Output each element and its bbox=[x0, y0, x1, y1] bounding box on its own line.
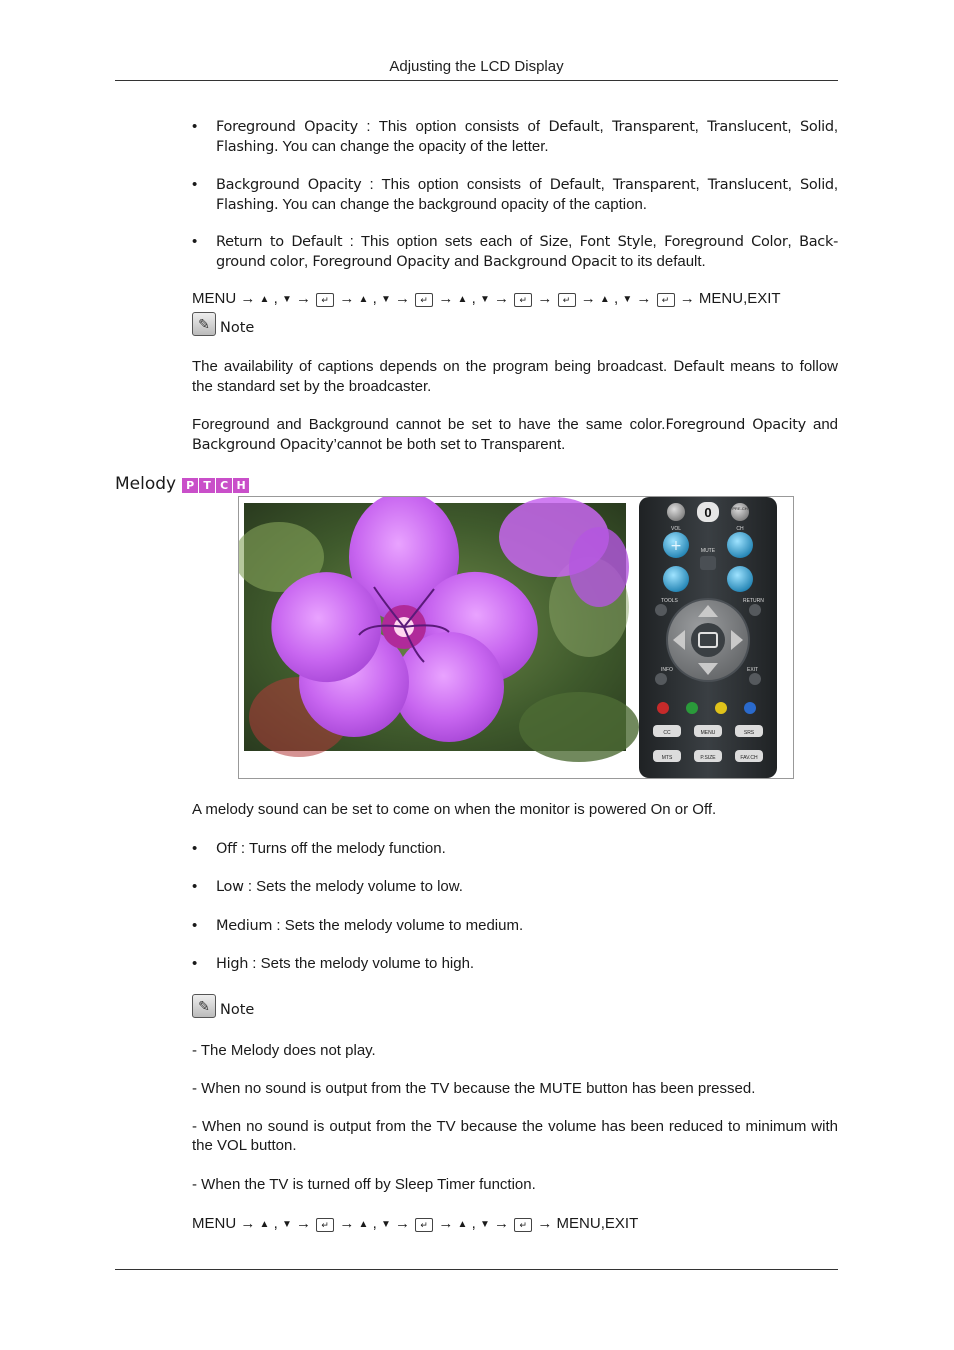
bullet: • bbox=[192, 118, 198, 135]
list-item-foreground-opacity: Foreground Opacity : This option consists of Default, Transparent, Translucent, Solid, Flashing. You can change the opacity of the letter. bbox=[216, 118, 838, 155]
remote-vol-label: VOL bbox=[670, 526, 682, 532]
enter-icon: ↵ bbox=[514, 1218, 532, 1232]
badge-h: H bbox=[233, 478, 249, 493]
remote-info-label: INFO bbox=[661, 667, 673, 673]
melody-intro: A melody sound can be set to come on when the monitor is powered On or Off. bbox=[192, 801, 717, 818]
remote-psize: P.SIZE bbox=[700, 755, 716, 761]
bullet: • bbox=[192, 955, 198, 972]
remote-menu: MENU bbox=[700, 730, 716, 736]
badge-p: P bbox=[182, 478, 198, 493]
note-line: - When no sound is output from the TV because the MUTE button has been pressed. bbox=[192, 1080, 756, 1097]
header-rule bbox=[115, 80, 838, 81]
note-icon: ✎ bbox=[192, 994, 216, 1018]
note-label: Note bbox=[220, 1002, 255, 1018]
note-label: Note bbox=[220, 320, 255, 336]
list-item-off: Off : Turns off the melody function. bbox=[216, 840, 446, 857]
section-title-melody bbox=[115, 474, 249, 494]
list-item-medium: Medium : Sets the melody volume to medium. bbox=[216, 917, 524, 934]
enter-icon: ↵ bbox=[415, 293, 433, 307]
svg-text:+: + bbox=[670, 538, 682, 554]
flower-image bbox=[239, 497, 639, 762]
enter-icon: ↵ bbox=[316, 1218, 334, 1232]
menu-path: MENU → ▲ , ▼ → ↵ → ▲ , ▼ → ↵ → ▲ , ▼ → ↵ → MENU,EXIT bbox=[192, 1215, 639, 1232]
bullet: • bbox=[192, 840, 198, 857]
melody-figure bbox=[238, 496, 794, 779]
note-heading bbox=[192, 312, 254, 336]
remote-srs: SRS bbox=[743, 730, 755, 736]
figure-illustration bbox=[239, 497, 793, 778]
list-item-return-to-default: Return to Default : This option sets each of Size, Font Style, Foreground Color, Back-ground color, Foreground Opacity and Background Opacit to its default. bbox=[216, 233, 839, 270]
list-item-low: Low : Sets the melody volume to low. bbox=[216, 878, 463, 895]
note-paragraph-colors: Foreground and Background cannot be set to have the same color.Foreground Opacity and Background Opacity’cannot be both set to Transparent. bbox=[192, 416, 838, 453]
remote-prech: PRE-CH bbox=[732, 506, 748, 511]
bullet: • bbox=[192, 917, 198, 934]
remote-favch: FAV.CH bbox=[740, 755, 758, 761]
list-item-high: High : Sets the melody volume to high. bbox=[216, 955, 475, 972]
remote-control bbox=[639, 497, 777, 778]
enter-icon: ↵ bbox=[316, 293, 334, 307]
bullet: • bbox=[192, 878, 198, 895]
list-item-background-opacity: Background Opacity : This option consists of Default, Transparent, Translucent, Solid, Flashing. You can change the background opacity of the caption. bbox=[216, 176, 838, 213]
mode-badges bbox=[182, 478, 249, 493]
remote-return-label: RETURN bbox=[743, 598, 764, 604]
badge-t: T bbox=[199, 478, 215, 493]
enter-icon: ↵ bbox=[558, 293, 576, 307]
remote-cc: CC bbox=[663, 730, 671, 736]
remote-mts: MTS bbox=[661, 755, 673, 761]
footer-rule bbox=[115, 1269, 838, 1270]
enter-icon: ↵ bbox=[514, 293, 532, 307]
page-header: Adjusting the LCD Display bbox=[389, 58, 564, 75]
note-paragraph-availability: The availability of captions depends on the program being broadcast. Default means to follow the standard set by the broadcaster. bbox=[192, 358, 838, 395]
bullet: • bbox=[192, 233, 198, 250]
note-line: - When no sound is output from the TV because the volume has been reduced to minimum with the VOL button. bbox=[192, 1118, 838, 1154]
enter-icon: ↵ bbox=[657, 293, 675, 307]
note-line: - The Melody does not play. bbox=[192, 1042, 376, 1059]
remote-tools-label: TOOLS bbox=[661, 598, 678, 604]
remote-mute-label: MUTE bbox=[700, 548, 716, 554]
note-line: - When the TV is turned off by Sleep Timer function. bbox=[192, 1176, 536, 1193]
badge-c: C bbox=[216, 478, 232, 493]
section-title-text: Melody bbox=[115, 474, 177, 494]
remote-exit-label: EXIT bbox=[747, 667, 759, 673]
enter-icon: ↵ bbox=[415, 1218, 433, 1232]
note-icon: ✎ bbox=[192, 312, 216, 336]
remote-ch-label: CH bbox=[736, 526, 744, 532]
note-heading bbox=[192, 994, 254, 1018]
bullet: • bbox=[192, 176, 198, 193]
menu-path: MENU → ▲ , ▼ → ↵ → ▲ , ▼ → ↵ → ▲ , ▼ → ↵ → ↵ → ▲ , ▼ → ↵ → MENU,EXIT bbox=[192, 290, 781, 307]
remote-zero: 0 bbox=[704, 505, 712, 520]
